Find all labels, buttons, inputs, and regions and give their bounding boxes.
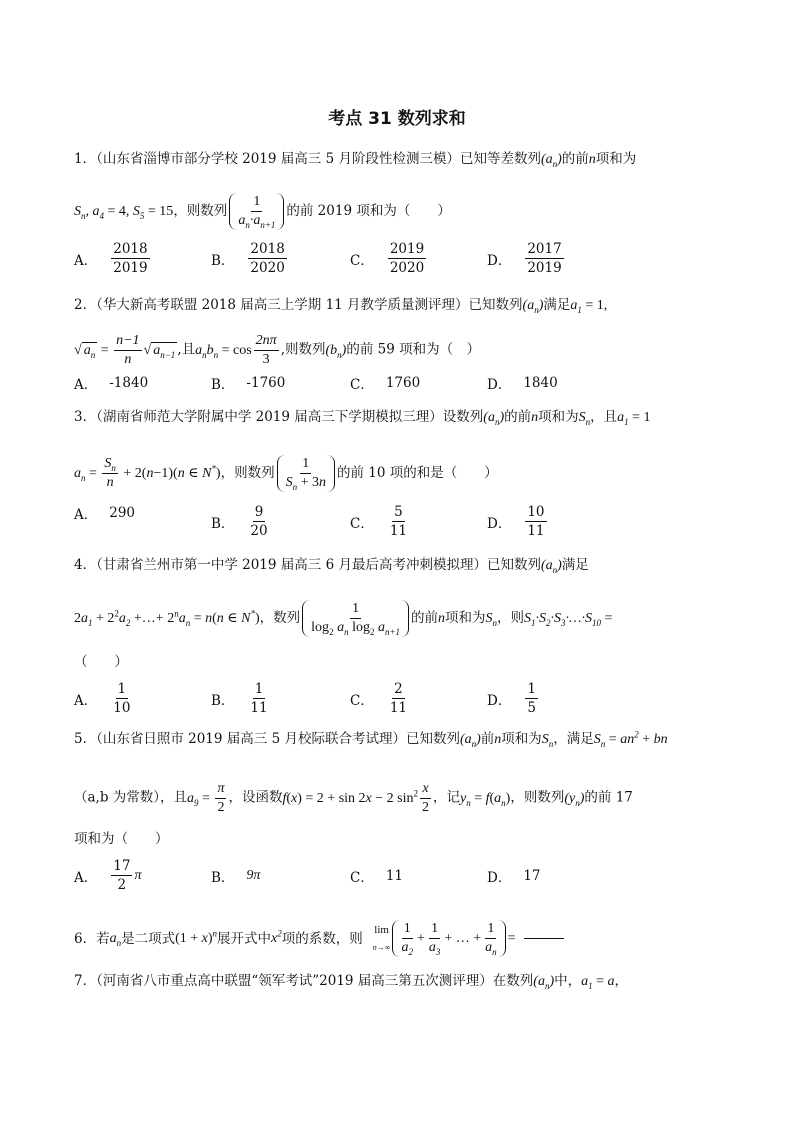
option-label: B．: [211, 692, 235, 709]
option-num: 9: [254, 504, 264, 520]
q5-n: n: [494, 732, 502, 747]
option-den: 5: [527, 700, 536, 716]
q3-stem-line1: [74, 408, 734, 427]
q3-text-c: 项和为: [538, 409, 579, 425]
q4-text-2b: 的前: [411, 610, 439, 626]
option-label: D．: [487, 870, 512, 886]
option-den: 2019: [113, 260, 148, 276]
q1-text-2a: ，则数列: [173, 203, 228, 219]
q5-stem-line1: [74, 730, 734, 749]
q2-text-b: 满足: [543, 297, 571, 313]
q3-relation: $a_n$ = $\frac{S_n}{n}$ + 2(n−1)(n ∈ N*): [74, 456, 221, 491]
option-label: A．: [74, 377, 98, 393]
q4-option-b[interactable]: [211, 680, 272, 717]
q5-text-c: 项和为: [501, 731, 542, 747]
q1-stem-line1: [74, 150, 734, 169]
q5-text-b: 前: [480, 731, 495, 747]
option-label: B．: [211, 377, 235, 393]
option-num: 17: [113, 858, 131, 874]
q5-option-b[interactable]: [211, 866, 260, 886]
q1-option-d[interactable]: [487, 240, 566, 277]
q4-stem-line3: （ ）: [74, 654, 128, 670]
option-den: 2020: [389, 260, 425, 276]
q5-option-c[interactable]: [350, 866, 403, 886]
q5-text-2d: ，则数列: [510, 789, 565, 806]
q2-text-2b: ,则数列: [280, 341, 326, 358]
q1-seq: $(a_n)$: [540, 152, 562, 169]
q6-stem: [74, 920, 734, 957]
q3-option-a[interactable]: [74, 503, 135, 523]
q6-text-b: 是二项式: [121, 930, 176, 947]
q7-seq: $(a_n)$: [533, 974, 555, 991]
q7-text-c: ，: [614, 973, 629, 989]
option-num: 10: [527, 504, 545, 520]
q4-stem-line2: [74, 600, 734, 637]
option-label: A．: [74, 692, 98, 709]
q5-text-2c: ，记: [432, 789, 460, 806]
q5-seq-y: $(y_n)$: [564, 790, 585, 808]
q2-recurrence: √ $a_n$ = $\frac{n-1}{n}$ √ $a_{n-1}$: [74, 333, 176, 367]
q1-condition: $S_n$, $a_4 = 4$, $S_5 = 15$: [74, 204, 174, 221]
q4-product: $S_1\cdot S_2\cdot S_3\cdot\dots\cdot S_{10}$ =: [524, 611, 613, 628]
q1-option-a[interactable]: [74, 240, 152, 277]
option-num: 2: [394, 681, 403, 697]
q3-text-b: 的前: [504, 409, 532, 425]
option-label: B．: [211, 252, 235, 269]
option-label: D．: [487, 252, 512, 269]
option-den: 11: [389, 523, 408, 539]
option-num: 1: [527, 681, 536, 697]
q2-product: $a_nb_n = \cos$ $\frac{2n\pi}{3}$: [195, 333, 277, 367]
option-label: B．: [211, 515, 235, 532]
q2-text-2a: ,且: [177, 341, 196, 358]
q6-text-d: 项的系数，则: [281, 930, 363, 947]
q2-option-b[interactable]: [211, 373, 285, 393]
q3-option-d[interactable]: [487, 503, 549, 540]
option-den: 20: [250, 523, 268, 539]
page-title: 考点 31 数列求和: [328, 109, 466, 129]
q5-text: 5．（山东省日照市 2019 届高三 5 月校际联合考试理）已知数列: [74, 731, 460, 747]
option-value: 290: [109, 505, 136, 521]
q5-text-d: ，满足: [553, 731, 594, 747]
q7-stem-line1: [74, 972, 734, 991]
option-label: C．: [350, 377, 374, 393]
option-label: C．: [350, 692, 374, 709]
q5-text-2e: 的前 17: [584, 789, 633, 806]
q1-stem-line2: [74, 193, 734, 230]
q4-seq-brace: $\frac{1}{\log_2 a_n \log_2 a_{n+1}}$: [302, 600, 409, 637]
q3-text-2a: ，则数列: [220, 465, 275, 481]
q4-text-b: 满足: [561, 557, 589, 573]
q1-n: n: [588, 152, 596, 167]
q6-x2: $x^2$: [271, 927, 282, 946]
option-label: D．: [487, 377, 512, 393]
option-value: 1840: [523, 375, 558, 391]
q3-option-c[interactable]: [350, 503, 411, 540]
q3-text: 3．（湖南省师范大学附属中学 2019 届高三下学期模拟三理）设数列: [74, 409, 484, 425]
option-label: B．: [211, 870, 235, 886]
option-label: C．: [350, 515, 374, 532]
option-den: 11: [389, 700, 408, 716]
option-label: A．: [74, 869, 98, 886]
option-num: 2018: [250, 241, 285, 257]
q4-relation: $2a_1 + 2^2a_2$ +…+ $2^na_n = n(n$ ∈ N*): [74, 608, 260, 628]
q2-seq-b: $(b_n)$: [325, 342, 347, 360]
q1-text-b: 的前: [561, 151, 589, 167]
q3-text-d: ，且: [590, 409, 618, 425]
q7-text-b: 中，: [554, 973, 582, 989]
option-value: 11: [385, 868, 404, 884]
option-den: 11: [527, 523, 545, 539]
option-den: 2019: [527, 260, 562, 276]
q3-n: n: [531, 410, 539, 425]
option-den: 11: [250, 700, 268, 716]
q3-stem-line2: [74, 455, 734, 492]
q1-text: 1．（山东省淄博市部分学校 2019 届高三 5 月阶段性检测三模）已知等差数列: [74, 151, 541, 167]
q6-text-a: 6．若: [74, 930, 110, 947]
option-value: 9π: [246, 868, 261, 883]
option-label: A．: [74, 507, 98, 523]
q2-text-2c: 的前 59 项和为（ ）: [346, 341, 481, 358]
option-num: 2019: [389, 241, 425, 257]
q1-seq-brace: $\frac{1}{a_n\cdot a_{n+1}}$: [229, 193, 284, 230]
option-den: 2: [117, 877, 127, 893]
q6-limit: lim n→∞ $\frac{1}{a_2}$ + $\frac{1}{a_3}$ + … + $\frac{1}{a_n}$ =: [372, 921, 516, 957]
q7-text: 7．（河南省八市重点高中联盟“领军考试”2019 届高三第五次测评理）在数列: [74, 973, 534, 989]
q4-text: 4．（甘肃省兰州市第一中学 2019 届高三 6 月最后高考冲刺模拟理）已知数列: [74, 557, 541, 573]
q2-seq: $(a_n)$: [522, 298, 544, 315]
q4-sn: $S_n$: [485, 611, 498, 628]
option-num: 1: [254, 681, 264, 697]
option-value: 17: [523, 868, 541, 884]
q1-option-c[interactable]: [350, 240, 428, 277]
option-label: D．: [487, 692, 512, 709]
q1-option-b[interactable]: [211, 240, 289, 277]
option-suffix: π: [134, 867, 142, 883]
q4-option-c[interactable]: [350, 680, 411, 717]
q5-stem-line2: [74, 780, 734, 817]
option-label: C．: [350, 252, 374, 269]
option-value: -1760: [246, 375, 286, 391]
q5-sn-formula: $S_n = an^2$ + bn: [593, 729, 668, 749]
q5-text-2a: （a,b 为常数），且: [74, 789, 188, 806]
q3-option-b[interactable]: [211, 503, 272, 540]
q2-a1: $a_1 = 1$,: [570, 298, 608, 315]
option-den: 2020: [250, 260, 285, 276]
q2-option-c[interactable]: [350, 373, 420, 393]
q4-text-2a: ，数列: [259, 610, 301, 626]
q2-option-a[interactable]: [74, 373, 148, 393]
q5-option-a[interactable]: [74, 857, 141, 894]
q4-n: n: [438, 611, 446, 626]
q3-seq-brace: $\frac{1}{S_n + 3n}$: [277, 455, 335, 492]
q6-an: $a_n$: [109, 930, 122, 948]
q5-text-2b: ，设函数: [228, 789, 283, 806]
option-value: 1760: [385, 375, 421, 391]
option-label: C．: [350, 870, 374, 886]
q5-a9: $a_9$ = $\frac{\pi}{2}$: [187, 781, 225, 815]
q3-text-2b: 的前 10 项的和是（ ）: [337, 465, 498, 481]
q4-text-2d: ，则: [497, 610, 525, 626]
q3-sn: $S_n$: [578, 410, 591, 427]
q6-binomial: $(1 + x)^n$: [175, 927, 218, 946]
q5-seq: $(a_n)$: [459, 732, 481, 749]
option-label: D．: [487, 515, 512, 532]
q1-text-2b: 的前 2019 项和为（ ）: [286, 203, 451, 219]
option-value: -1840: [109, 375, 149, 391]
option-num: 1: [117, 681, 127, 697]
option-num: 5: [394, 504, 403, 520]
q5-option-d[interactable]: [487, 866, 541, 886]
q7-a1: $a_1 = a$: [581, 974, 615, 991]
q2-stem-line2: [74, 332, 734, 369]
q5-stem-line3: 项和为（ ）: [74, 831, 169, 847]
q5-sn: $S_n$: [541, 732, 554, 749]
q3-a1: $a_1 = 1$: [617, 410, 651, 427]
q4-seq: $(a_n)$: [540, 558, 562, 575]
q6-text-c: 展开式中: [217, 930, 272, 947]
q2-stem-line1: [74, 296, 734, 315]
option-num: 2018: [113, 241, 148, 257]
q4-stem-line1: [74, 556, 734, 575]
q1-text-c: 项和为: [595, 151, 637, 167]
q4-text-2c: 项和为: [445, 610, 486, 626]
q4-option-a[interactable]: [74, 680, 134, 717]
q3-seq: $(a_n)$: [483, 410, 505, 427]
q5-function: f(x) = 2 + sin 2x − 2 $\sin^2$ $\frac{x}{2}$: [282, 781, 429, 815]
q2-option-d[interactable]: [487, 373, 558, 393]
option-num: 2017: [527, 241, 562, 257]
option-den: 10: [113, 700, 131, 716]
option-label: A．: [74, 252, 98, 269]
q5-yn: $y_n = f(a_n)$: [459, 790, 511, 808]
q6-answer-blank[interactable]: [524, 938, 564, 939]
q4-option-d[interactable]: [487, 680, 540, 717]
q2-text: 2．（华大新高考联盟 2018 届高三上学期 11 月教学质量测评理）已知数列: [74, 297, 523, 313]
